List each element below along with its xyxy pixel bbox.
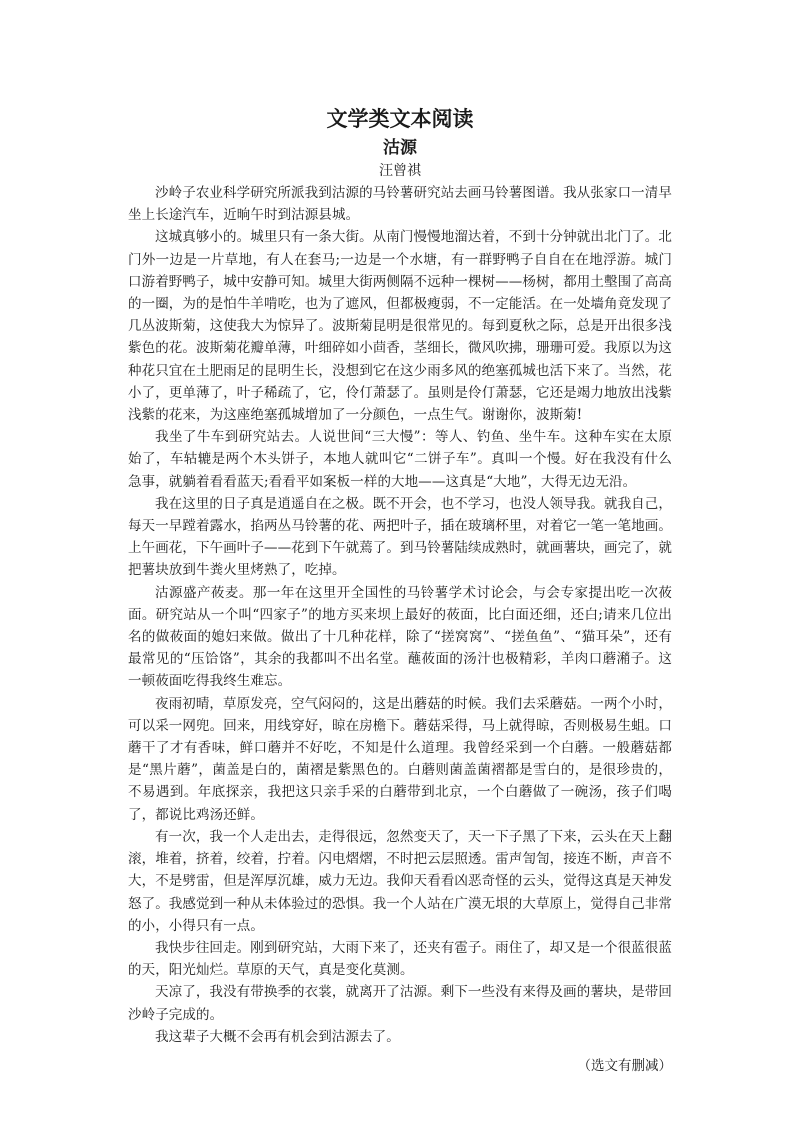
paragraph: 我在这里的日子真是逍遥自在之极。既不开会，也不学习，也没人领导我。就我自己，每天一早蹚着露水，掐两丛马铃薯的花、两把叶子，插在玻璃杯里，对着它一笔一笔地画。上午画花，下午画叶子——花到下午就蔫了。到马铃薯陆续成熟时，就画薯块，画完了，就把薯块放到牛粪火里烤熟了，吃掉。 <box>128 495 672 579</box>
paragraph: 这城真够小的。城里只有一条大街。从南门慢慢地溜达着，不到十分钟就出北门了。北门外一边是一片草地，有人在套马;一边是一个水塘，有一群野鸭子自自在在地浮游。城门口游着野鸭子，城中安静可知。城里大街两侧隔不远种一棵树——杨树，都用土墼围了高高的一圈，为的是怕牛羊啃吃，也为了遮风，但都极瘦弱，不一定能活。在一处墙角竟发现了几丛波斯菊，这使我大为惊异了。波斯菊昆明是很常见的。每到夏秋之际，总是开出很多浅紫色的花。波斯菊花瓣单薄，叶细碎如小茴香，茎细长，微风吹拂，珊珊可爱。我原以为这种花只宜在土肥雨足的昆明生长，没想到它在这少雨多风的绝塞孤城也活下来了。当然，花小了，更单薄了，叶子稀疏了，它，伶仃萧瑟了。虽则是伶仃萧瑟，它还是竭力地放出浅紫浅紫的花来，为这座绝塞孤城增加了一分颜色，一点生气。谢谢你，波斯菊! <box>128 229 672 424</box>
paragraph: 沙岭子农业科学研究所派我到沽源的马铃薯研究站去画马铃薯图谱。我从张家口一清早坐上长途汽车，近晌午时到沽源县城。 <box>128 185 672 224</box>
article-body <box>128 182 672 1048</box>
paragraph: 天凉了，我没有带换季的衣裳，就离开了沽源。剩下一些没有来得及画的薯块，是带回沙岭子完成的。 <box>128 984 672 1023</box>
paragraph: 我坐了牛车到研究站去。人说世间“三大慢”：等人、钓鱼、坐牛车。这种车实在太原始了，车轱辘是两个木头饼子，本地人就叫它“二饼子车”。真叫一个慢。好在我没有什么急事，就躺着看看蓝天;看看平如案板一样的大地——这真是“大地”，大得无边无沿。 <box>128 429 672 490</box>
author-name: 汪曾祺 <box>379 163 421 179</box>
source-note: （选文有删减） <box>577 1057 672 1074</box>
paragraph: 我快步往回走。刚到研究站，大雨下来了，还夹有雹子。雨住了，却又是一个很蓝很蓝的天，阳光灿烂。草原的天气，真是变化莫测。 <box>128 939 672 979</box>
paragraph: 沽源盛产莜麦。那一年在这里开全国性的马铃薯学术讨论会，与会专家提出吃一次莜面。研究站从一个叫“四家子”的地方买来坝上最好的莜面，比白面还细，还白;请来几位出名的做莜面的媳妇来做。做出了十几种花样，除了“搓窝窝”、“搓鱼鱼”、“猫耳朵”，还有最常见的“压饸饹”，其余的我都叫不出名堂。蘸莜面的汤汁也极精彩，羊肉口蘑潲子。这一顿莜面吃得我终生难忘。 <box>128 584 672 690</box>
paragraph: 有一次，我一个人走出去，走得很远，忽然变天了，天一下子黑了下来，云头在天上翻滚，堆着，挤着，绞着，拧着。闪电熠熠，不时把云层照透。雷声訇訇，接连不断，声音不大，不是劈雷，但是浑厚沉雄，威力无边。我仰天看看凶恶奇怪的云头，觉得这真是天神发怒了。我感觉到一种从未体验过的恐惧。我一个人站在广漠无垠的大草原上，觉得自己非常的小，小得只有一点。 <box>128 828 672 934</box>
section-heading: 文学类文本阅读 <box>326 107 474 131</box>
article-title: 沽源 <box>383 138 417 158</box>
paragraph: 我这辈子大概不会再有机会到沽源去了。 <box>155 1028 400 1045</box>
paragraph: 夜雨初晴，草原发亮，空气闷闷的，这是出蘑菇的时候。我们去采蘑菇。一两个小时，可以采一网兜。回来，用线穿好，晾在房檐下。蘑菇采得，马上就得晾，否则极易生蛆。口蘑干了才有香味，鲜口蘑并不好吃，不知是什么道理。我曾经采到一个白蘑。一般蘑菇都是“黑片蘑”，菌盖是白的，菌褶是紫黑色的。白蘑则菌盖菌褶都是雪白的，是很珍贵的，不易遇到。年底探亲，我把这只亲手采的白蘑带到北京，一个白蘑做了一碗汤，孩子们喝了，都说比鸡汤还鲜。 <box>128 695 672 823</box>
